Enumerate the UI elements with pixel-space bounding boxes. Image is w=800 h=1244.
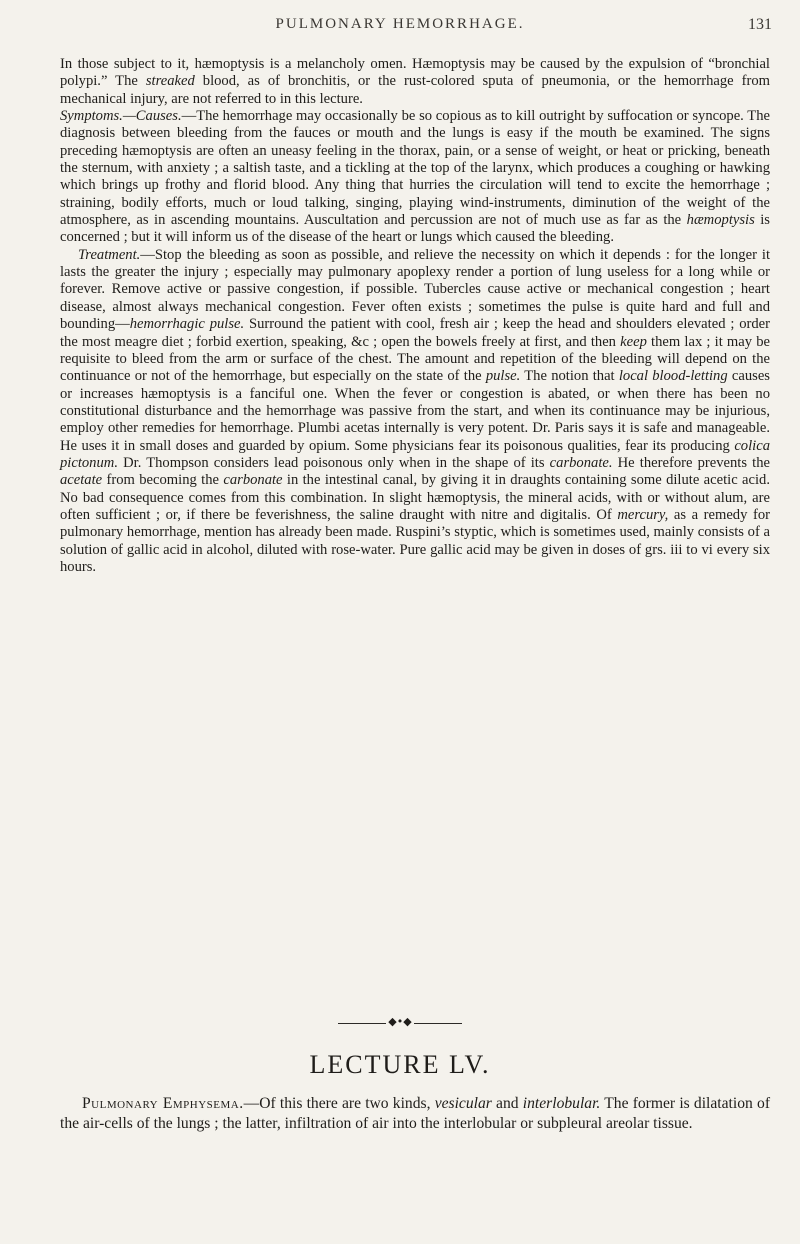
italic-span: vesicular [434,1095,492,1112]
italic-span: carbonate. [549,454,613,471]
lecture-heading: LECTURE LV. [309,1050,491,1079]
text-span: In those subject to it, hæmoptysis is a melancholy omen. Hæmoptysis may be caused by the expulsion of “bronchial polypi.” The [60,56,770,90]
text-span: from becoming the [102,472,224,489]
running-header [0,16,800,36]
text-span: —The hemorrhage may occasionally be so copious as to kill outright by suffocation or syncope. The diagnosis between bleeding from the fauces or mouth and the lungs is easy if the mouth be examined. The signs preceding hæmoptysis are often an uneasy feeling in the thorax, pain, or a sense of weight, or heat or pricking, beneath the sternum, with anxiety ; a saltish taste, and a tickling at the top of the larynx, which produces a coughing or hawking which brings up frothy and florid blood. Any thing that hurries the circulation will tend to excite the hemorrhage ; straining, bodily efforts, much or loud talking, singing, playing wind-instruments, diminution of the weight of the atmosphere, as in ascending mountains. Auscultation and percussion are not of much use as far as the [60,108,770,229]
italic-span: hemorrhagic pulse. [129,316,245,333]
paragraph-treatment [60,247,770,577]
italic-span: pulse. [485,368,521,385]
italic-span: Treatment. [78,246,141,263]
lead-in: Pulmonary Emphysema. [82,1095,244,1112]
running-title: PULMONARY HEMORRHAGE. [275,16,525,32]
text-span: —Of this there are two kinds, [243,1095,435,1112]
italic-span: hæmoptysis [686,212,755,229]
text-span: and [491,1095,523,1112]
text-span: blood, as of bronchitis, or the rust-colored sputa of pneumonia, or the hemorrhage from mechanical injury, are not referred to in this lecture. [60,73,770,107]
paragraph-hemoptysis-intro [60,56,770,108]
paragraph-symptoms-causes [60,108,770,247]
italic-span: carbonate [223,472,283,489]
italic-span: Symptoms.—Causes. [60,108,182,125]
separator-rule-left [338,1023,386,1024]
text-span: is concerned ; but it will inform us of the disease of the heart or lungs which caused the bleeding. [60,212,770,246]
italic-span: local blood-letting [618,368,728,385]
section-separator [338,1015,462,1029]
italic-span: keep [620,333,647,350]
lecture-body [60,1094,770,1134]
text-span: The notion that [520,368,619,385]
separator-rule-right [414,1023,462,1024]
text-span: He therefore prevents the [612,454,770,471]
italic-span: acetate [60,472,103,489]
text-span: as a remedy for pulmonary hemorrhage, mention has already been made. Ruspini’s styptic, which is sometimes used, mainly consists of a solution of gallic acid in alcohol, diluted with rose-water. Pure gallic acid may be given in doses of grs. iii to vi every six hours. [60,506,770,575]
text-span: them lax ; it may be requisite to bleed from the arm or surface of the chest. The amount and repetition of the bleeding will depend on the continuance or not of the hemorrhage, but especially on the state of the [60,333,770,385]
text-span: The former is dilatation of the air-cells of the lungs ; the latter, infiltration of air into the interlobular or subpleural areolar tissue. [60,1095,771,1132]
italic-span: mercury, [617,506,669,523]
text-span: —Stop the bleeding as soon as possible, and relieve the necessity on which it depends : for the longer it lasts the greater the injury ; especially may pulmonary apoplexy render a portion of lung useless for a long while or forever. Remove active or passive congestion, if possible. Tubercles cause active or mechanical congestion ; heart disease, almost always mechanical congestion. Fever often exists ; sometimes the pulse is quite hard and full and bounding— [60,246,770,333]
text-span: in the intestinal canal, by giving it in draughts containing some dilute acetic acid. No bad consequence comes from this combination. In slight hæmoptysis, the mineral acids, with or without alum, are often sufficient ; or, if there be feverishness, the saline draught with nitre and digitalis. Of [60,472,771,523]
paragraph-pulmonary-emphysema [60,1094,770,1134]
main-text [60,56,770,576]
italic-span: colica pictonum. [60,437,770,471]
italic-span: interlobular. [522,1095,601,1112]
italic-span: streaked [145,73,195,90]
text-span: causes or increases hæmoptysis is a fanciful one. When the fever or congestion is abated, or when there has been no constitutional disturbance and the hemorrhage was passive from the start, and when its continuance may be injurious, employ other remedies for hemorrhage. Plumbi acetas internally is very potent. Dr. Paris says it is safe and manageable. He uses it in small doses and guarded by opium. Some physicians fear its poisonous qualities, fear its producing [60,368,770,454]
text-span: Surround the patient with cool, fresh air ; keep the head and shoulders elevated ; order the most meagre diet ; forbid exertion, speaking, &c ; open the bowels freely at first, and then [60,316,770,350]
separator-ornament: ◆•◆ [388,1015,412,1028]
page-number: 131 [748,16,772,33]
text-span: Dr. Thompson considers lead poisonous only when in the shape of its [117,454,550,471]
